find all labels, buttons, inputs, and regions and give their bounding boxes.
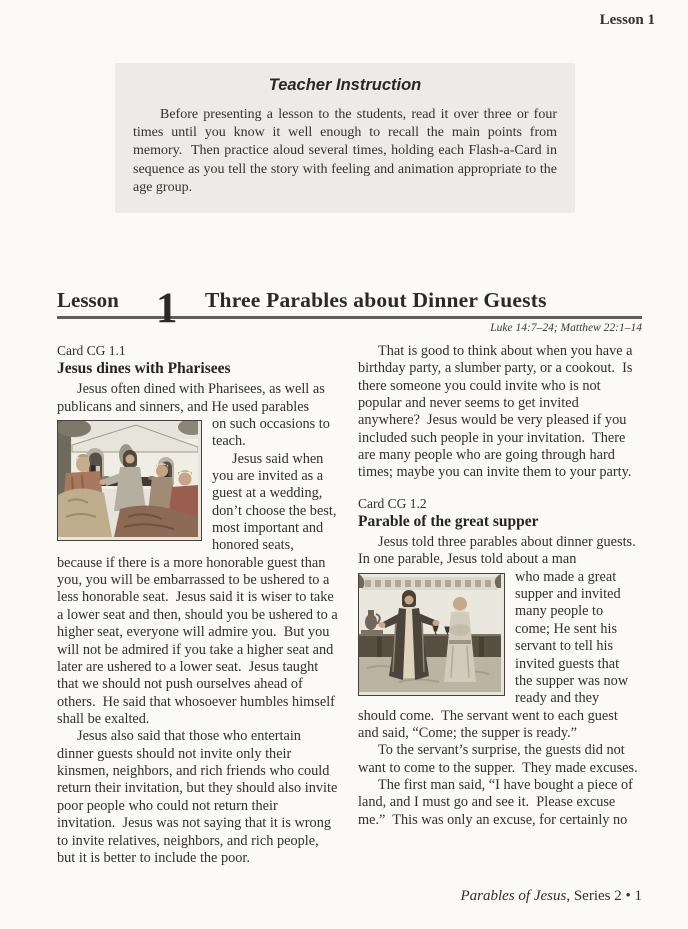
card-cg-1-1-heading: Jesus dines with Pharisees <box>57 360 231 378</box>
right-paragraph-2: Jesus told three parables about dinner guests. In one parable, Jesus told about a man <box>358 534 643 568</box>
card-cg-1-1-illustration <box>57 420 202 541</box>
footer-series-page: , Series 2 • 1 <box>566 888 642 904</box>
page-footer <box>461 888 643 905</box>
teacher-instruction-body: Before presenting a lesson to the students, read it over three or four times until you know it well enough to recall the main points from memory. Then practice aloud several times, holding each Flash-a-Card in sequence as you tell the story with feeling and animation appropriate to the age group. <box>133 107 561 195</box>
scripture-reference: Luke 14:7–24; Matthew 22:1–14 <box>490 321 642 334</box>
lesson-label: Lesson <box>57 287 119 312</box>
teacher-instruction-title: Teacher Instruction <box>268 76 422 94</box>
lesson-number: 1 <box>156 285 178 333</box>
body-columns <box>57 343 642 867</box>
right-paragraph-1: That is good to think about when you have a birthday party, a slumber party, or a cookout. Is there someone you could invite who is not popular and never seems to get invited anywhere? Jesus would be very pleased if you included such people in your invitation. There are many people who are going through hard times; maybe you can invite them to your party. <box>358 342 637 481</box>
lesson-title: Three Parables about Dinner Guests <box>205 287 547 312</box>
card-cg-1-1-label: Card CG 1.1 <box>57 342 126 358</box>
left-column <box>57 342 342 867</box>
left-paragraph-1-wrap: on such occasions to teach. <box>212 415 334 450</box>
card-cg-1-2-illustration <box>358 573 505 696</box>
left-paragraph-3: Jesus also said that those who entertain dinner guests should not invite only their kinsmen, neighbors, and rich friends who could return their invitation, but they should also invite poor people who could not return their invitation. Jesus was not saying that it is wrong to invite relatives, neighbors, and rich people, but it is better to include the poor. <box>57 728 341 866</box>
footer-book-title: Parables of Jesus <box>460 888 567 904</box>
left-paragraph-2: Jesus said when you are invited as a guest at a wedding, don’t choose the best, most important and honored seats, because if there is a more honorable guest than you, you will be embarrassed to be ushered to a less honorable seat. Jesus said it is wiser to take a lower seat and then, should you be ushered to a higher seat, everyone will admire you. But you will not be admired if you take a higher seat and later are ushered to a lower seat. Jesus taught that we should not push ourselves ahead of others. He said that whosoever humbles himself shall be exalted. <box>57 450 342 727</box>
teacher-instruction-box <box>115 63 575 213</box>
right-paragraph-4: The first man said, “I have bought a piece of land, and I must go and see it. Please excuse me.” This was only an excuse, for certainly no <box>358 777 637 828</box>
left-wrap-block <box>57 415 342 728</box>
card-cg-1-2-heading: Parable of the great supper <box>358 513 539 531</box>
right-paragraph-2-wrap: who made a great supper and invited many people to come; He sent his servant to tell his invited guests that the supper was now ready and they should come. The servant went to each guest and said, “Come; the supper is ready.” <box>358 568 632 741</box>
running-header: Lesson 1 <box>599 12 655 28</box>
master-and-servant-image <box>359 574 501 692</box>
right-column <box>358 342 643 867</box>
right-paragraph-3: To the servant’s surprise, the guests did not want to come to the supper. They made excuses. <box>358 742 638 776</box>
card-cg-1-2-label: Card CG 1.2 <box>358 495 427 511</box>
left-paragraph-1: Jesus often dined with Pharisees, as well as publicans and sinners, and He used parables <box>57 381 329 415</box>
right-wrap-block <box>358 569 640 743</box>
dinner-with-pharisees-image <box>58 421 198 537</box>
